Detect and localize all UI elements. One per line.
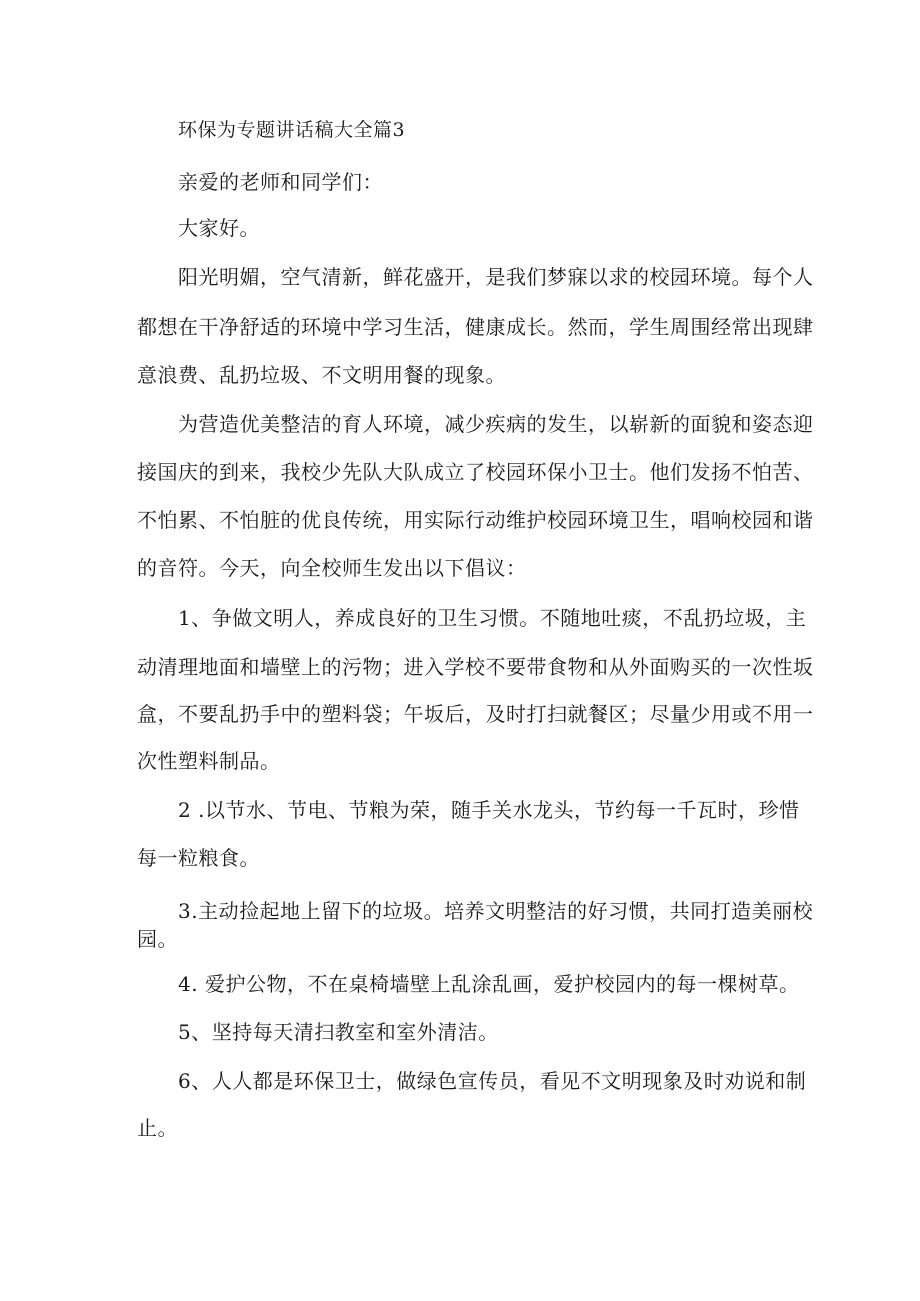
item-3-line-1: 3.主动捡起地上留下的垃圾。培养文明整洁的好习惯，共同打造美丽校 — [178, 899, 814, 923]
paragraph-1-line-2: 都想在干净舒适的环境中学习生活，健康成长。然而，学生周围经常出现肆 — [137, 315, 814, 339]
hello-line: 大家好。 — [178, 216, 260, 240]
paragraph-2-line-1: 为营造优美整洁的育人环境，减少疾病的发生，以崭新的面貌和姿态迎 — [178, 412, 814, 436]
item-1-line-1: 1、争做文明人，养成良好的卫生习惯。不随地吐痰，不乱扔垃圾，主 — [178, 606, 807, 630]
paragraph-2-line-3: 不怕累、不怕脏的优良传统，用实际行动维护校园环境卫生，唱响校园和谐 — [137, 508, 814, 532]
item-1-line-4: 次性塑料制品。 — [137, 749, 281, 773]
greeting: 亲爱的老师和同学们： — [178, 170, 383, 194]
item-6-line-2: 止。 — [137, 1116, 178, 1140]
item-1-line-2: 动清理地面和墙壁上的污物；进入学校不要带食物和从外面购买的一次性坂 — [137, 655, 814, 679]
item-2-line-2: 每一粒粮食。 — [137, 846, 260, 870]
item-6-line-1: 6、人人都是环保卫士，做绿色宣传员，看见不文明现象及时劝说和制 — [178, 1069, 807, 1093]
document-title: 环保为专题讲话稿大全篇3 — [178, 119, 406, 141]
item-1-line-3: 盒，不要乱扔手中的塑料袋；午坂后，及时打扫就餐区；尽量少用或不用一 — [137, 702, 814, 726]
paragraph-1-line-1: 阳光明媚，空气清新，鲜花盛开，是我们梦寐以求的校园环境。每个人 — [178, 265, 814, 289]
paragraph-2-line-4: 的音符。今天，向全校师生发出以下倡议： — [137, 556, 527, 580]
item-4: 4. 爱护公物，不在桌椅墙壁上乱涂乱画，爱护校园内的每一棵树草。 — [178, 972, 800, 996]
paragraph-1-line-3: 意浪费、乱扔垃圾、不文明用餐的现象。 — [137, 363, 506, 387]
paragraph-2-line-2: 接国庆的到来，我校少先队大队成立了校园环保小卫士。他们发扬不怕苦、 — [137, 460, 814, 484]
item-3-line-2: 园。 — [137, 927, 178, 951]
item-5: 5、坚持每天清扫教室和室外清洁。 — [178, 1020, 499, 1044]
item-2-line-1: 2 .以节水、节电、节粮为荣，随手关水龙头，节约每一千瓦时，珍惜 — [178, 798, 800, 822]
